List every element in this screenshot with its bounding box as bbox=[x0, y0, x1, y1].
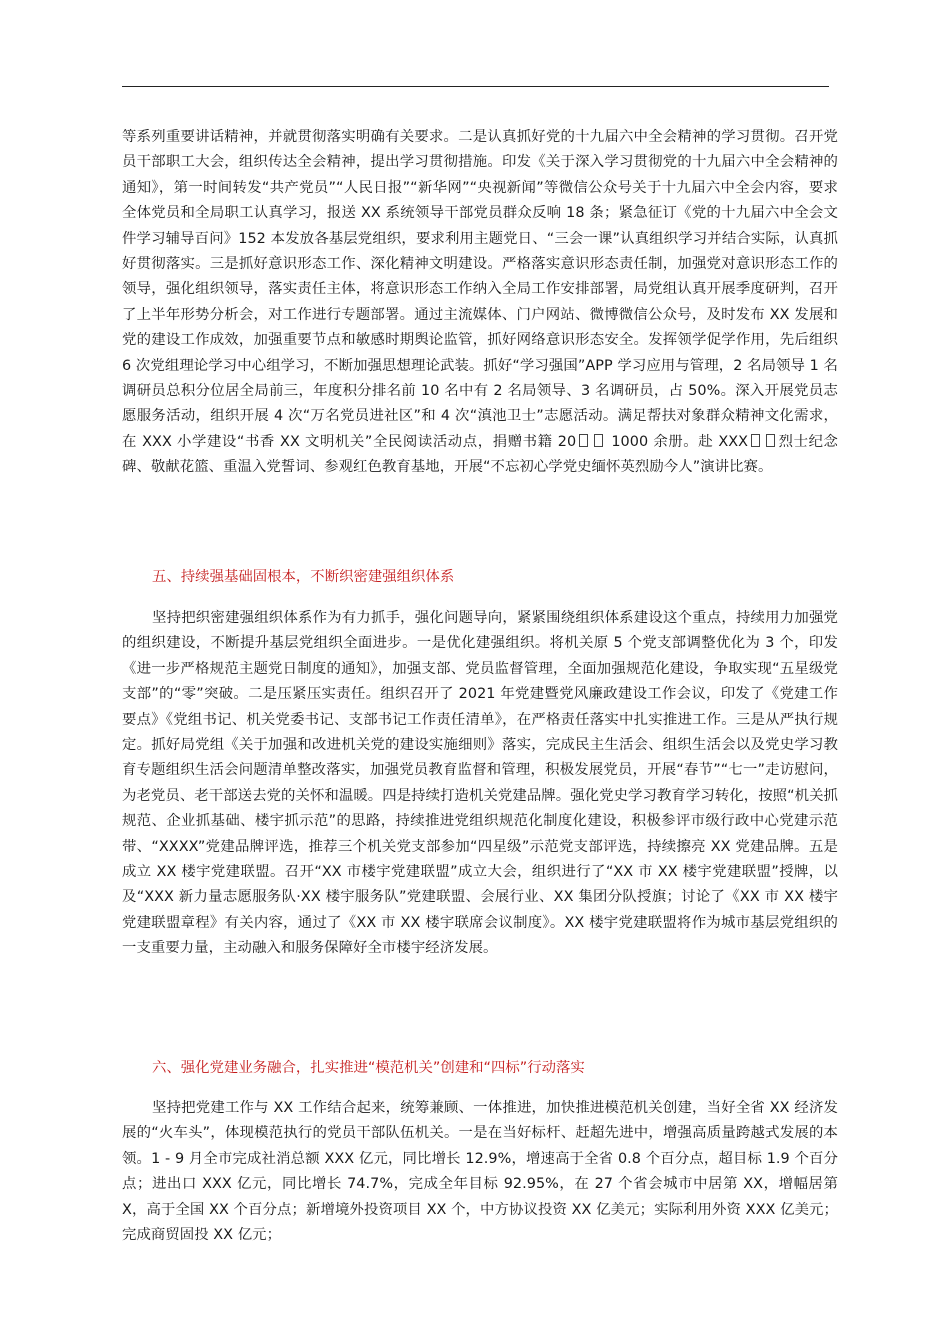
missing-glyph-icon bbox=[766, 434, 775, 447]
missing-glyph-icon bbox=[751, 434, 760, 447]
header-rule bbox=[122, 86, 829, 87]
section-6-heading: 六、强化党建业务融合，扎实推进“模范机关”创建和“四标”行动落实 bbox=[152, 1060, 585, 1076]
section-5-paragraph: 坚持把织密建强组织体系作为有力抓手，强化问题导向，紧紧围绕组织体系建设这个重点，持续用力加强党的组织建设，不断提升基层党组织全面进步。一是优化建强组织。将机关原 5 个党支部调整优化为 3 个，印发《进一步严格规范主题党日制度的通知》，加强支部、党员监督管理，全面加强规范化建设，争取实现“五星级党支部”的“零”突破。二是压紧压实责任。组织召开了 2021 年党建暨党风廉政建设工作会议，印发了《党建工作要点》《党组书记、机关党委书记、支部书记工作责任清单》，在严格责任落实中扎实推进工作。三是从严执行规定。抓好局党组《关于加强和改进机关党的建设实施细则》落实，完成民主生活会、组织生活会以及党史学习教育专题组织生活会问题清单整改落实，加强党员教育监督和管理，积极发展党员，开展“春节”“七一”走访慰问，为老党员、老干部送去党的关怀和温暖。四是持续打造机关党建品牌。强化党史学习教育学习转化，按照“机关抓规范、企业抓基础、楼宇抓示范”的思路，持续推进党组织规范化制度化建设，积极参评市级行政中心党建示范带、“XXXX”党建品牌评选，推荐三个机关党支部参加“四星级”示范党支部评选，持续擦亮 XX 党建品牌。五是成立 XX 楼宇党建联盟。召开“XX 市楼宇党建联盟”成立大会，组织进行了“XX 市 XX 楼宇党建联盟”授牌，以及“XXX 新力量志愿服务队·XX 楼宇服务队”党建联盟、会展行业、XX 集团分队授旗；讨论了《XX 市 XX 楼宇党建联盟章程》有关内容，通过了《XX 市 XX 楼宇联席会议制度》。XX 楼宇党建联盟将作为城市基层党组织的一支重要力量，主动融入和服务保障好全市楼宇经济发展。 bbox=[122, 610, 838, 957]
continued-paragraph-text: 等系列重要讲话精神，并就贯彻落实明确有关要求。二是认真抓好党的十九届六中全会精神的学习贯彻。召开党员干部职工大会，组织传达全会精神，提出学习贯彻措施。印发《关于深入学习贯彻党的十九届六中全会精神的通知》，第一时间转发“共产党员”“人民日报”“新华网”“央视新闻”等微信公众号关于十九届六中全会内容，要求全体党员和全局职工认真学习，报送 XX 系统领导干部党员群众反响 18 条；紧急征订《党的十九届六中全会文件学习辅导百问》152 本发放各基层党组织，要求利用主题党日、“三会一课”认真组织学习并结合实际，认真抓好贯彻落实。三是抓好意识形态工作、深化精神文明建设。严格落实意识形态责任制，加强党对意识形态工作的领导，强化组织领导，落实责任主体，将意识形态工作纳入全局工作安排部署，局党组认真开展季度研判，召开了上半年形势分析会，对工作进行专题部署。通过主流媒体、门户网站、微博微信公众号，及时发布 XX 发展和党的建设工作成效，加强重要节点和敏感时期舆论监管，抓好网络意识形态安全。发挥领学促学作用，先后组织 6 次党组理论学习中心组学习，不断加强思想理论武装。抓好“学习强国”APP 学习应用与管理，2 名局领导 1 名调研员总积分位居全局前三，年度积分排名前 10 名中有 2 名局领导、3 名调研员，占 50%。深入开展党员志愿服务活动，组织开展 4 次“万名党员进社区”和 4 次“滇池卫士”志愿活动。满足帮扶对象群众精神文化需求，在 XXX 小学建设“书香 XX 文明机关”全民阅读活动点，捐赠书籍 20 bbox=[122, 129, 838, 450]
continued-paragraph bbox=[122, 125, 838, 481]
continued-paragraph-text-mid: 1000 余册。赴 XXX bbox=[606, 433, 749, 450]
missing-glyph-icon bbox=[579, 434, 588, 447]
missing-glyph-icon bbox=[594, 434, 603, 447]
section-5-heading: 五、持续强基础固根本，不断织密建强组织体系 bbox=[152, 569, 455, 585]
section-6-paragraph: 坚持把党建工作与 XX 工作结合起来，统筹兼顾、一体推进，加快推进模范机关创建，当好全省 XX 经济发展的“火车头”，体现模范执行的党员干部队伍机关。一是在当好标杆、赶超先进中，增强高质量跨越式发展的本领。1 - 9 月全市完成社消总额 XXX 亿元，同比增长 12.9%，增速高于全省 0.8 个百分点，超目标 1.9 个百分点；进出口 XXX 亿元，同比增长 74.7%，完成全年目标 92.95%，在 27 个省会城市中居第 XX，增幅居第 X，高于全国 XX 个百分点；新增境外投资项目 XX 个，中方协议投资 XX 亿美元；实际利用外资 XXX 亿美元；完成商贸固投 XX 亿元； bbox=[122, 1100, 838, 1244]
continued-paragraph-text-end: 烈士纪念碑、敬献花篮、重温入党誓词、参观红色教育基地，开展“不忘初心学党史缅怀英烈励今人”演讲比赛。 bbox=[122, 433, 839, 476]
